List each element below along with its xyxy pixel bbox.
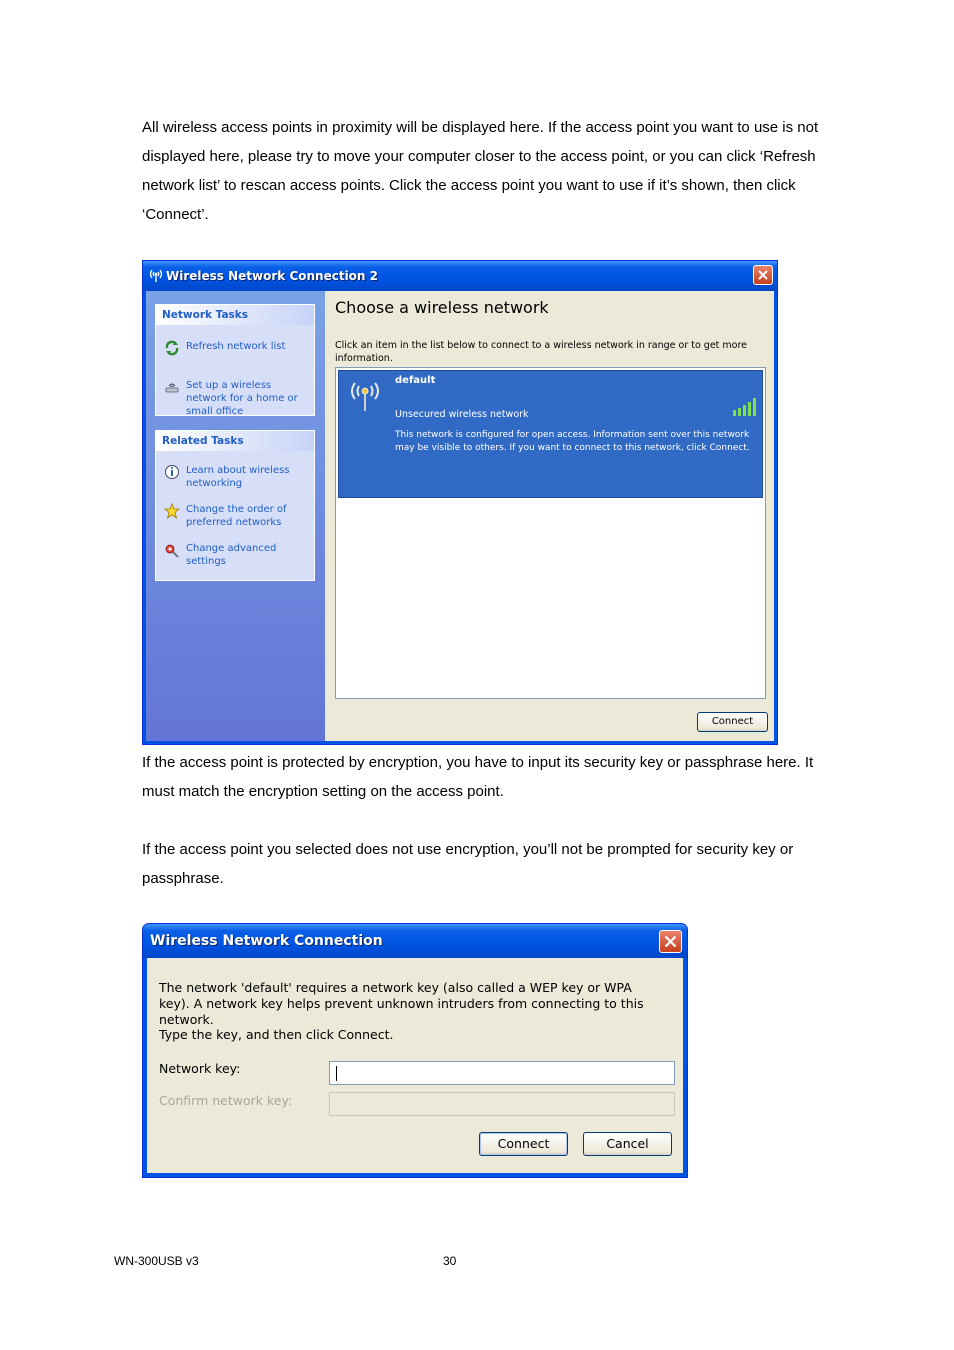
settings-icon: [164, 542, 180, 558]
window-title: Wireless Network Connection 2: [166, 269, 378, 283]
related-tasks-header: Related Tasks: [156, 431, 314, 451]
encryption-paragraph: If the access point is protected by encryption, you have to input its security key or passphrase here. It must match the encryption setting on the access point.: [142, 754, 814, 800]
connect-button[interactable]: Connect: [697, 712, 768, 732]
dialog-titlebar[interactable]: [143, 924, 687, 958]
close-button[interactable]: [659, 930, 682, 953]
confirm-key-input: [329, 1092, 675, 1116]
wireless-network-window: [142, 260, 778, 745]
network-tasks-box: [155, 304, 315, 416]
task-label: Refresh network list: [186, 341, 286, 352]
network-security: Unsecured wireless network: [395, 409, 529, 420]
star-icon: [164, 503, 180, 519]
task-label: Set up a wireless network for a home or small office: [186, 380, 298, 417]
dialog-title: Wireless Network Connection: [150, 933, 383, 949]
tasks-pane: [146, 291, 325, 741]
network-description: This network is configured for open access. Information sent over this network may be visible to others. If you want to connect to this network, click Connect.: [395, 430, 750, 453]
close-button[interactable]: [753, 265, 773, 285]
connect-button[interactable]: Connect: [479, 1132, 568, 1156]
page-number: 30: [443, 1254, 457, 1268]
task-label: Change the order of preferred networks: [186, 504, 287, 528]
page-title: Choose a wireless network: [335, 298, 549, 317]
network-key-input[interactable]: [329, 1061, 675, 1085]
network-tasks-header: Network Tasks: [156, 305, 314, 325]
intro-paragraph: All wireless access points in proximity will be displayed here. If the access point you want to use is not displayed here, please try to move your computer closer to the access point, or you can click ‘Refresh network list’ to rescan access points. Click the access point you want to use if it’s shown, then click ‘Connect’.: [142, 119, 819, 223]
setup-network-icon: [164, 379, 180, 395]
window-titlebar[interactable]: [143, 261, 777, 291]
wireless-icon: [147, 266, 165, 289]
network-key-label: Network key:: [159, 1061, 241, 1076]
key-required-message: The network 'default' requires a network key (also called a WEP key or WPA key). A network key helps prevent unknown intruders from connecting to this network.: [159, 980, 644, 1027]
close-icon: [663, 934, 678, 949]
close-icon: [757, 269, 769, 281]
text-cursor: [336, 1066, 337, 1081]
no-encryption-paragraph: If the access point you selected does not use encryption, you’ll not be prompted for security key or passphrase.: [142, 841, 794, 887]
related-tasks-box: [155, 430, 315, 581]
footer-model: WN-300USB v3: [114, 1254, 199, 1268]
instruction-text: Click an item in the list below to connect to a wireless network in range or to get more information.: [335, 340, 748, 364]
confirm-key-label: Confirm network key:: [159, 1093, 293, 1108]
refresh-icon: [164, 340, 180, 356]
signal-strength-icon: [732, 397, 760, 421]
info-icon: [164, 464, 180, 480]
network-list-pane: [327, 291, 774, 741]
cancel-button[interactable]: Cancel: [583, 1132, 672, 1156]
network-name: default: [395, 375, 436, 386]
task-label: Learn about wireless networking: [186, 465, 290, 489]
network-key-dialog: [142, 923, 688, 1178]
task-label: Change advanced settings: [186, 543, 277, 567]
network-list[interactable]: [335, 367, 766, 699]
instruction-text: Type the key, and then click Connect.: [159, 1027, 394, 1042]
wireless-network-icon: [347, 377, 383, 417]
network-item[interactable]: [338, 370, 763, 498]
